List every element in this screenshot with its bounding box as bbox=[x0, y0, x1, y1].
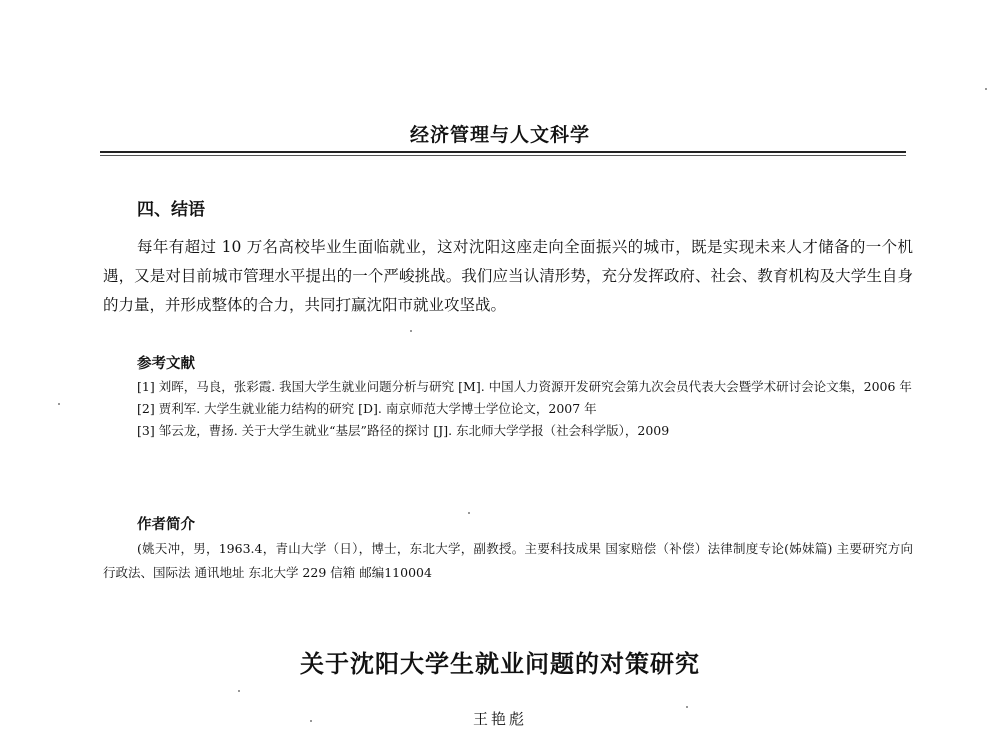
next-article-title: 关于沈阳大学生就业问题的对策研究 bbox=[300, 650, 700, 678]
scan-speck bbox=[58, 403, 60, 405]
header-rule-thin bbox=[100, 155, 906, 156]
conclusion-heading: 四、结语 bbox=[137, 200, 205, 220]
conclusion-paragraph: 每年有超过 10 万名高校毕业生面临就业，这对沈阳这座走向全面振兴的城市，既是实现未来人才储备的一个机遇，又是对目前城市管理水平提出的一个严峻挑战。我们应当认清形势，充分发挥政府、社会、教育机构及大学生自身的力量，并形成整体的合力，共同打赢沈阳市就业攻坚战。 bbox=[103, 238, 913, 314]
running-header: 经济管理与人文科学 bbox=[409, 124, 590, 146]
reference-item bbox=[103, 376, 913, 398]
scan-speck bbox=[310, 720, 312, 722]
references-list bbox=[103, 376, 913, 442]
reference-text: 邹云龙，曹扬. 关于大学生就业“基层”路径的探讨 [J]. 东北师大学学报（社会科学版），2009 bbox=[158, 423, 670, 438]
scan-speck bbox=[238, 690, 240, 692]
reference-number: [1] bbox=[137, 379, 155, 394]
reference-text: 刘晖，马良，张彩霞. 我国大学生就业问题分析与研究 [M]. 中国人力资源开发研究会第九次会员代表大会暨学术研讨会论文集，2006 年 bbox=[158, 379, 912, 394]
author-profile-heading: 作者简介 bbox=[137, 517, 195, 533]
scan-speck bbox=[686, 706, 688, 708]
reference-item bbox=[103, 420, 913, 442]
reference-number: [2] bbox=[137, 401, 155, 416]
scan-speck bbox=[468, 512, 470, 514]
next-article-author: 王艳彪 bbox=[472, 710, 527, 728]
references-heading: 参考文献 bbox=[137, 356, 195, 372]
reference-item bbox=[103, 398, 913, 420]
scan-speck bbox=[410, 330, 412, 332]
reference-number: [3] bbox=[137, 423, 155, 438]
header-rule-thick bbox=[100, 151, 906, 153]
author-profile-text: (姚天冲，男，1963.4，青山大学（日），博士，东北大学，副教授。主要科技成果 国家赔偿（补偿）法律制度专论(姊妹篇) 主要研究方向 行政法、国际法 通讯地址 东北大学 229 信箱 邮编110004 bbox=[103, 541, 913, 580]
scan-speck bbox=[985, 88, 987, 90]
reference-text: 贾利军. 大学生就业能力结构的研究 [D]. 南京师范大学博士学位论文，2007 年 bbox=[158, 401, 597, 416]
